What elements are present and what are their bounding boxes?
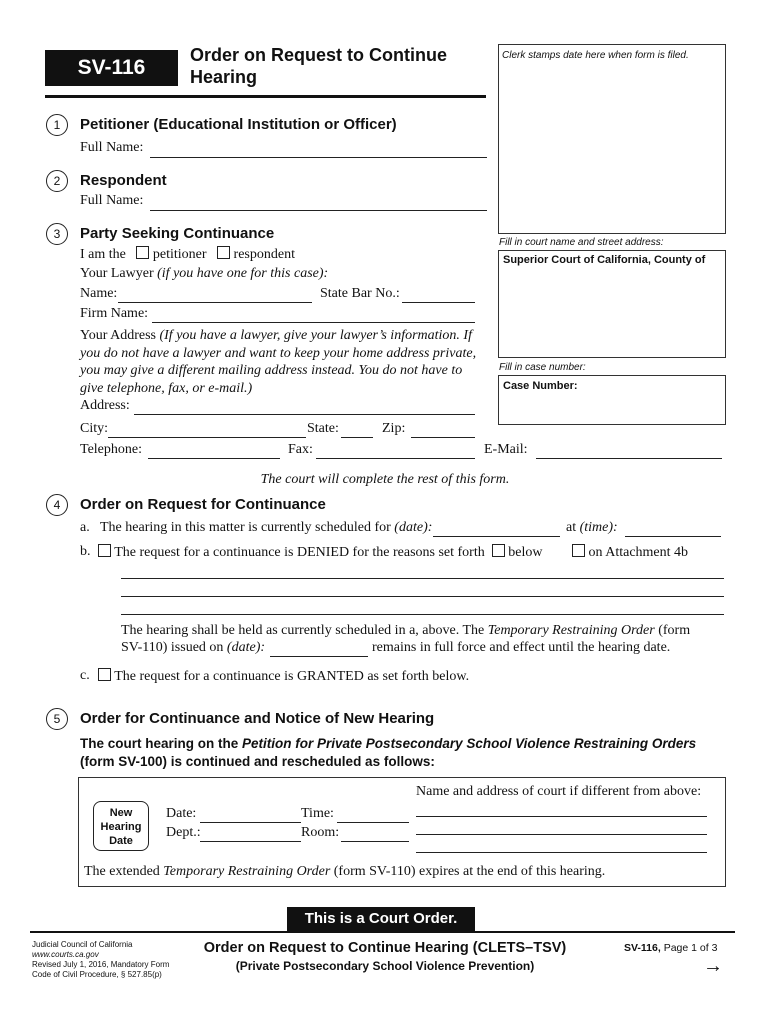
new-hearing-date-label: Date: [166, 806, 197, 821]
denied-reason-line-3[interactable] [121, 614, 724, 615]
new-hearing-time-field[interactable] [337, 822, 409, 823]
state-bar-label: State Bar No.: [320, 286, 400, 301]
court-name-hint: Fill in court name and street address: [499, 237, 664, 248]
state-field[interactable] [341, 437, 373, 438]
item-4b-row [98, 544, 542, 561]
item-4a-letter: a. [80, 520, 90, 535]
section-1-title: Petitioner (Educational Institution or Officer) [80, 116, 397, 133]
email-label: E-Mail: [484, 442, 528, 457]
denied-checkbox[interactable] [98, 544, 111, 557]
tro-issued-date-field[interactable] [270, 656, 368, 657]
item-4a-text: The hearing in this matter is currently scheduled for (date): [100, 520, 433, 535]
petitioner-checkbox[interactable] [136, 246, 149, 259]
firm-name-label: Firm Name: [80, 306, 149, 321]
respondent-full-name-field[interactable] [150, 210, 487, 211]
address-field[interactable] [134, 414, 475, 415]
attachment-4b-label: on Attachment 4b [588, 545, 689, 560]
attachment-4b-checkbox[interactable] [572, 544, 585, 557]
fax-field[interactable] [316, 458, 475, 459]
footer-page-info: SV-116, Page 1 of 3 [624, 942, 718, 954]
section-4-title: Order on Request for Continuance [80, 496, 326, 513]
lawyer-name-label: Name: [80, 286, 118, 301]
court-address-label: Name and address of court if different from above: [416, 784, 702, 799]
denied-reason-line-1[interactable] [121, 578, 724, 579]
court-address-line-3[interactable] [416, 852, 707, 853]
case-number-hint: Fill in case number: [499, 362, 586, 373]
clerk-stamp-box[interactable] [498, 44, 726, 234]
lawyer-name-field[interactable] [118, 302, 312, 303]
zip-label: Zip: [382, 421, 406, 436]
fax-label: Fax: [288, 442, 313, 457]
court-name-box[interactable] [498, 250, 726, 358]
petitioner-option-label: petitioner [152, 247, 207, 262]
attachment-4b-option [572, 544, 688, 561]
form-title [190, 44, 447, 88]
granted-checkbox[interactable] [98, 668, 111, 681]
item-4c-row [98, 668, 469, 685]
telephone-label: Telephone: [80, 442, 142, 457]
party-role-row [80, 246, 295, 263]
new-hearing-dept-field[interactable] [200, 841, 301, 842]
firm-name-field[interactable] [152, 322, 475, 323]
address-label: Address: [80, 398, 130, 413]
scheduled-time-field[interactable] [625, 536, 721, 537]
court-complete-note: The court will complete the rest of this form. [260, 472, 510, 487]
section-2-number: 2 [46, 170, 68, 192]
footer-rule [30, 931, 735, 933]
item-4c-letter: c. [80, 668, 90, 683]
new-hearing-dept-label: Dept.: [166, 825, 201, 840]
new-hearing-date-field[interactable] [200, 822, 301, 823]
petitioner-full-name-label: Full Name: [80, 140, 144, 155]
section-1-number: 1 [46, 114, 68, 136]
extended-tro-text: The extended Temporary Restraining Order (form SV-110) expires at the end of this hearing. [84, 864, 606, 879]
city-field[interactable] [108, 437, 306, 438]
court-address-line-1[interactable] [416, 816, 707, 817]
respondent-checkbox[interactable] [217, 246, 230, 259]
form-title-line1: Order on Request to Continue [190, 45, 448, 65]
court-address-line-2[interactable] [416, 834, 707, 835]
held-as-scheduled-text: The hearing shall be held as currently scheduled in a, above. The Temporary Restraining Order (form [121, 623, 691, 638]
clerk-stamp-note: Clerk stamps date here when form is filed. [502, 50, 689, 61]
denied-reason-line-2[interactable] [121, 596, 724, 597]
new-hearing-room-field[interactable] [341, 841, 409, 842]
section-5-intro: The court hearing on the Petition for Private Postsecondary School Violence Restraining Orders (form SV-100) is continued and rescheduled as follows: [80, 736, 697, 769]
granted-text: The request for a continuance is GRANTED as set forth below. [114, 669, 470, 684]
new-hearing-room-label: Room: [301, 825, 340, 840]
section-5-title: Order for Continuance and Notice of New Hearing [80, 710, 435, 727]
court-order-banner: This is a Court Order. [287, 907, 475, 931]
state-label: State: [307, 421, 339, 436]
city-label: City: [80, 421, 109, 436]
section-5-number: 5 [46, 708, 68, 730]
next-page-arrow-icon[interactable]: → [703, 955, 723, 977]
new-hearing-date-badge: New Hearing Date [93, 801, 149, 851]
item-4b-letter: b. [80, 544, 91, 559]
below-checkbox[interactable] [492, 544, 505, 557]
respondent-full-name-label: Full Name: [80, 193, 144, 208]
below-label: below [508, 545, 543, 560]
scheduled-date-field[interactable] [433, 536, 560, 537]
form-id-badge: SV-116 [45, 50, 178, 86]
state-bar-field[interactable] [402, 302, 475, 303]
your-lawyer-label: Your Lawyer (if you have one for this case): [80, 266, 329, 281]
section-2-title: Respondent [80, 172, 167, 189]
court-name-label: Superior Court of California, County of [503, 254, 706, 266]
section-4-number: 4 [46, 494, 68, 516]
footer-publisher: Judicial Council of California www.courts.ca.gov Revised July 1, 2016, Mandatory Form Code of Civil Procedure, § 527.85(p) [32, 940, 170, 979]
section-3-number: 3 [46, 223, 68, 245]
tro-issued-label: SV-110) issued on (date): [121, 640, 266, 655]
email-field[interactable] [536, 458, 722, 459]
address-instructions: Your Address (If you have a lawyer, give your lawyer’s information. If you do not have a lawyer and want to keep your home address private, you may give a different mailing address instead. You do not have to give telephone, fax, or e-mail.) [80, 328, 477, 396]
form-title-line2: Hearing [190, 67, 258, 87]
tro-full-force-text: remains in full force and effect until the hearing date. [372, 640, 671, 655]
footer-form-title: Order on Request to Continue Hearing (CLETS–TSV) (Private Postsecondary School Violence Prevention) [203, 940, 567, 973]
i-am-the-label: I am the [80, 247, 126, 262]
respondent-option-label: respondent [233, 247, 295, 262]
case-number-label: Case Number: [503, 380, 578, 392]
item-4a-at: at (time): [566, 520, 618, 535]
telephone-field[interactable] [148, 458, 280, 459]
zip-field[interactable] [411, 437, 475, 438]
header-rule [45, 95, 486, 98]
petitioner-full-name-field[interactable] [150, 157, 487, 158]
denied-text: The request for a continuance is DENIED for the reasons set forth [114, 545, 485, 560]
new-hearing-time-label: Time: [301, 806, 334, 821]
section-3-title: Party Seeking Continuance [80, 225, 275, 242]
